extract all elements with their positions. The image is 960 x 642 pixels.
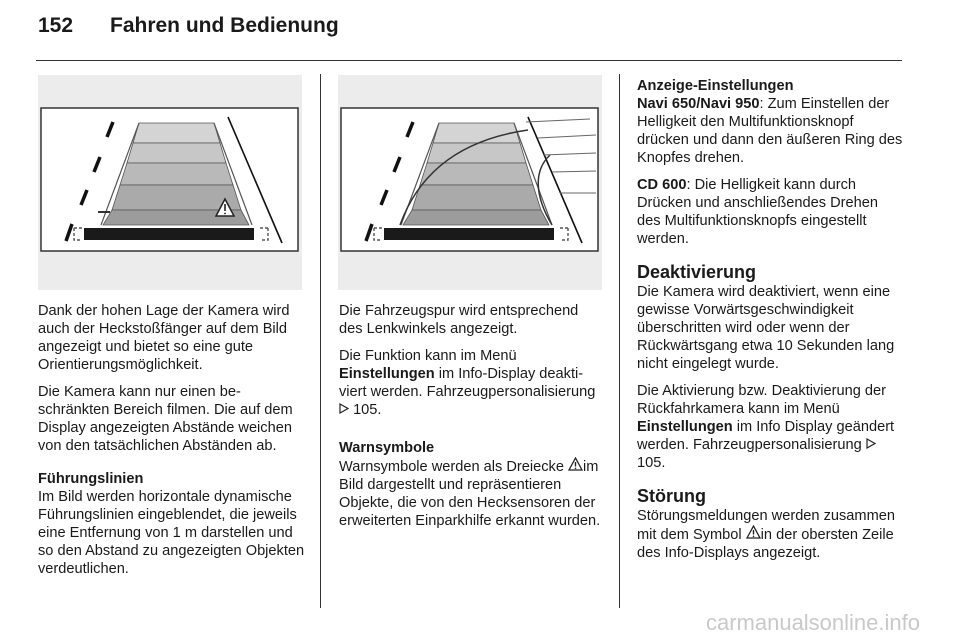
column-1-text	[38, 302, 306, 587]
heading-display-settings: Anzeige-Einstellungen	[637, 78, 794, 94]
paragraph-lane-display: Die Fahrzeugspur wird entsprechend des Lenkwinkels angezeigt.	[339, 303, 579, 337]
page-number: 152	[38, 14, 74, 37]
column-divider-1	[320, 74, 321, 608]
column-divider-2	[619, 74, 620, 608]
heading-fault: Störung	[637, 486, 706, 506]
paragraph-fault: Störungsmeldungen werden zusammen mit dem Symbol in der obersten Zeile des Info-Displays angezeigt.	[637, 508, 895, 561]
warning-triangle-icon	[568, 457, 583, 476]
page-title: Fahren und Bedienung	[110, 14, 339, 37]
paragraph-guidelines: Im Bild werden horizontale dynamische Führungslinien eingeblendet, die jeweils eine Entfernung von 1 m darstellen und so den Abstand zu angezeigten Objekten verdeutlichen.	[38, 489, 305, 577]
triangle-right-icon	[866, 436, 876, 454]
heading-warning-symbols: Warnsymbole	[339, 440, 435, 456]
paragraph-cd-brightness: CD 600: Die Helligkeit kann durch Drücken und anschließendes Drehen des Multifunktionsknopfs eingestellt werden.	[637, 177, 878, 247]
triangle-right-icon	[339, 401, 349, 419]
paragraph-camera-range: Die Kamera kann nur einen beschränkten Bereich filmen. Die auf dem Display angezeigten Abstände weichen von den tatsächlichen Abständen ab.	[38, 384, 293, 454]
warning-triangle-icon	[746, 525, 761, 544]
heading-guidelines: Führungslinien	[38, 471, 144, 487]
column-3-text	[637, 77, 903, 571]
column-2-text	[339, 302, 605, 539]
camera-figure-guidelines	[38, 75, 302, 290]
page-reference: 105.	[637, 455, 666, 471]
camera-figure-trajectory	[338, 75, 602, 290]
paragraph-activation-menu: Die Aktivierung bzw. Deaktivierung der Rückfahrkamera kann im Menü Einstellungen im Info Display geändert werden. Fahrzeugpersonalisierung 105.	[637, 383, 895, 471]
menu-settings-label: Einstellungen	[339, 366, 435, 382]
paragraph-navi-brightness: Navi 650/Navi 950: Zum Einstellen der Helligkeit den Multifunktionsknopf drücken und dann den äußeren Ring des Knopfes drehen.	[637, 96, 903, 166]
paragraph-menu-deactivate: Die Funktion kann im Menü Einstellungen im Info-Display deaktiviert werden. Fahrzeugpersonalisierung 105.	[339, 348, 596, 418]
paragraph-camera-position: Dank der hohen Lage der Kamera wird auch der Heckstoßfänger auf dem Bild angezeigt und bietet so eine gute Orientierungsmöglichkeit.	[38, 303, 290, 373]
header-rule	[36, 60, 902, 61]
paragraph-warning-symbols: Warnsymbole werden als Dreiecke im Bild dargestellt und repräsentieren Objekte, die von den Hecksensoren der erweiterten Einparkhilfe erkannt wurden.	[339, 459, 601, 529]
paragraph-deactivation: Die Kamera wird deaktiviert, wenn eine gewisse Vorwärtsgeschwindigkeit überschritten wird oder wenn der Rückwärtsgang etwa 10 Sekunden lang nicht eingelegt wurde.	[637, 284, 895, 372]
heading-deactivation: Deaktivierung	[637, 262, 757, 282]
page-header	[38, 14, 339, 38]
page-reference: 105.	[353, 402, 382, 418]
watermark: carmanualsonline.info	[705, 610, 920, 635]
menu-settings-label: Einstellungen	[637, 419, 733, 435]
